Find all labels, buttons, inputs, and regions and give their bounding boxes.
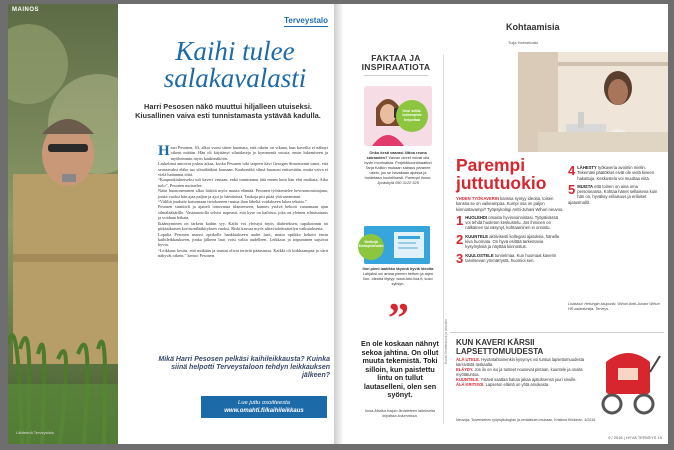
- body-paragraph: Laskelmat antoivat joskus aikaa, koska Pesonen toki tarpeen kävi Georgen Simonsenin sanoi, että seuraavaksi eläke tuo silmälääkäri kausaan. Kaukonäkö silmä huononi entisestään, mutta vaiva ei vielä haitannut töitä.: [158, 161, 328, 178]
- article-title: [456, 156, 556, 192]
- tip-text: työkaveria avoimin mielin. Tekemäsi päätökset eivät ole vielä kiveen hakattuja. Keskustelu voi muuttaa niitä.: [577, 165, 655, 181]
- pull-quote: En ole koskaan nähnyt sekoa jahtina. On ollut muuta tekemistä. Toki silloin, kun paistettu lintu on tullut lautaselleni, olen sen syönyt.: [361, 339, 439, 399]
- divider: [364, 75, 428, 76]
- right-page: [342, 4, 668, 444]
- tip-text: aktiivisesti kollegasi ajatuksia, hänelle kiva huomata. On hyvä esittää tarkentavia kysymyksiä ja näyttää kiinnostus.: [465, 233, 560, 250]
- cta-link-box[interactable]: [201, 396, 327, 418]
- article-headline: [140, 38, 330, 92]
- body-paragraph: arri Pesonen, 63, alkoi vuosi sitten huomata, että oikein on vikana, kun kaveilta ei nähnyt oikein mitään. Hän oli käyttänyt silmälaseja jo kymmeniä vuosia, ensin lukemiseen ja myöhemmin myös kaukonäköön.: [170, 145, 328, 161]
- fakta-item-1-heading: Onko kesä vaarasi liittoa reuna sairauden?: [366, 150, 427, 160]
- fakta-item-2: [362, 266, 434, 286]
- cta-url[interactable]: www.omahti.fi/kaihileikkaus: [224, 408, 304, 414]
- advice-text: Jos ilo on iso ja tunteet nousevat pintaan, kuuntele ja osoita myötätuntoa.: [456, 367, 583, 378]
- tip-item: [568, 184, 664, 205]
- fakta-title-1: FAKTAA JA: [371, 53, 421, 63]
- body-paragraph: Näön huononeminen alkoi häiritä myös muuta elämää. Pesonen työskentelee hevosenomistajana, jonka vuoksi hän ajaa paljon ja ajoi jo hämärässä. Taukoja piti pitää yhä useammin.: [158, 188, 328, 199]
- article-note: Lisäsivut: Helsingin kaupunki, Wihuri Antti-Juhani Wihuri HR-asiantuntija, Terveys.: [568, 302, 660, 311]
- box-source: Neuvoja: Toivemiehen työpsykologian ja vertaistuen mukaan, Kristiina Kiiskinen, 4/2016: [456, 418, 596, 422]
- tip-number: 1: [456, 214, 464, 228]
- byline: Tuija Halmekoski: [508, 40, 539, 45]
- advice-text: Lapseton elämä on yhtä arvokasta.: [485, 382, 550, 388]
- fakta-item-1: [362, 150, 434, 185]
- fakta-title-2: INSPIRAATIOTA: [361, 62, 431, 72]
- body-paragraph: “Kaupunkialueiseksi tuli kaveri vastaan, enkä tunnistanut tätä ennen kuin hän ehti moikata. Aika nolo”, Pesonen muistelee.: [158, 177, 328, 188]
- office-photo: [518, 52, 668, 152]
- tip-number: 5: [568, 183, 576, 197]
- advice-heading: KUUNTELE.: [456, 377, 480, 383]
- page-gutter: [334, 4, 342, 444]
- title-line-2: juttutuokio: [456, 173, 547, 193]
- tip-item: [456, 234, 564, 250]
- body-paragraph: Pesonen sinnitteli ja ajatteli tottuvansa tilanteeseen, kunnes ystävä kehotti varaamaan ajan silmälääkärille. Vastaanotolla selvisi nopeasti, että kyse on kaihista, joka on yleinen silmäsairaus ja voidaan leikata.: [158, 204, 328, 221]
- body-paragraph: “Väliltä joudutte katsomaan tietokoneen ruutua ihan läheltä voidakseen lukea tekstin.”: [158, 199, 307, 205]
- advice-item: [456, 367, 588, 377]
- advice-item: [456, 382, 588, 387]
- body-paragraph: Ikääntyminen on tärkein kaihin syy. Kaihi voi yleistyä myös diabeteksen, tupakoinnin tai pitkäaikaisen kortisonilääkityksen vuoksi. Riski kasvaa myös ultraviolettisäteilyn vaikutuksesta.: [158, 220, 328, 232]
- advice-heading: ÄLÄ KRITISOI.: [456, 382, 485, 388]
- fakta-item-1-link[interactable]: Parempi ihoon, Jyväskylä 050 3122 525: [377, 175, 432, 185]
- tip-heading: KUUNTELE: [465, 233, 489, 239]
- headline-line-1: Kaihi tulee: [175, 36, 295, 66]
- fakta-item-2-heading: Ilon pieni laatikko täynnä hyviä ideoita: [362, 266, 434, 271]
- advice-text: Ystävä saattaa haluta jakaa ajatuksensa juuri sinulle.: [480, 377, 577, 383]
- man-fishing-photo: [8, 4, 118, 444]
- cta-box-label: Lue juttu osoitteesta: [238, 400, 290, 406]
- body-paragraph: “Leikkaus kestin, että mitkään ja taustat olivat terävät pääasiassa. Kaikki oli kirkkaampaa ja värit näkyvät oikein.” kertoo Pesonen.: [158, 247, 328, 259]
- toy-stroller-illustration: [592, 342, 664, 418]
- tip-number: 3: [456, 252, 464, 264]
- section-label: MAINOS: [12, 7, 39, 13]
- tip-item: [568, 165, 664, 181]
- lead-kicker: YHDEN TYÖKAVERIN: [456, 196, 499, 201]
- tip-number: 4: [568, 165, 576, 178]
- advice-text: Hyväntahtoinenkin kysymys voi tuntua lapsettomuudesta kärsivästä raskaalta.: [456, 357, 585, 368]
- quote-mark-icon: ”: [388, 296, 409, 342]
- advice-item: [456, 357, 588, 367]
- fakta-item-2-text: Lahjaksi voi antaa pienen hetken ja arjen ilon. Ideoita löytyy: www.arki-iloa.fi, koko syksyn.: [362, 271, 434, 286]
- brand-logo: Terveystalo: [284, 16, 328, 25]
- tip-heading: MUISTA: [577, 183, 593, 189]
- cta-question: Mikä Harri Pesosen pelkäsi kaihileikkausta? Kuinka siinä helpotti Terveystaloon tehdyn leikkauksen jälkeen?: [158, 356, 330, 379]
- page-footer: 9 / 2016 | HYVÄ TERVEYS 19: [608, 435, 662, 440]
- tip-item: [456, 215, 564, 231]
- title-line-1: Parempi: [456, 155, 526, 175]
- advice-heading: ÄLÄ UTELE.: [456, 357, 481, 362]
- article-column-2: [568, 162, 664, 205]
- article-column-1: [456, 196, 564, 264]
- left-page: [8, 4, 334, 444]
- drop-cap: H: [158, 143, 170, 159]
- tip-text: että toinen on aina oma persoonansa. Kohtaa hänet sellaisena kuin hän on, hyväksy erilaisuus ja erilaiset ajatusmallit.: [568, 183, 658, 205]
- photo-credit: Kuvat Shutterstock ja stroudio: [444, 318, 448, 364]
- advice-list: [456, 357, 588, 388]
- article-intro: Harri Pesosen näkö muuttui hiljalleen utuiseksi. Kiusallinen vaiva esti tunnistamasta ystävää kadulla.: [135, 102, 321, 120]
- section-title: Kohtaamisia: [506, 22, 560, 32]
- fakta-header: [360, 54, 432, 79]
- tip-text: omasta hyvinvoinnistasi. Työpäivässä voi tehdä huoleton keskustelu. Jos ihminen on nälkäinen tai väsynyt, kohtaaminen ei onnistu.: [465, 214, 559, 231]
- quote-source: Ilona-Marika Kalpio Ilmatieteen laitokselta kirjoittaa kolumnissa.: [364, 409, 436, 418]
- green-badge-2: Vinkkejä ihmisyhteisöön: [358, 234, 384, 260]
- section-divider: [450, 332, 664, 333]
- box-title-line-1: KUN KAVERI KÄRSII: [456, 338, 535, 347]
- tip-heading: KUULOSTELE: [465, 252, 494, 258]
- article-body: [158, 145, 328, 259]
- tip-heading: LÄHESTY: [577, 165, 597, 170]
- tip-heading: HUOLEHDI: [465, 214, 488, 220]
- advice-heading: ELÄYDY.: [456, 367, 474, 373]
- tip-item: [456, 253, 564, 264]
- fakta-item-1-text: Vaivan oireet voivat olla hyvin moninaisia. Projektikoordinaattori Tarja Kallion mukaan sairaus paranee usein, jos se havaitaan ajoissa ja hoidetaan huolellisesti.: [364, 155, 432, 180]
- body-paragraph: Lopulta Pesonen marssi optikolle hankkiakseen uudet lasit, mutta optikko kehotti ensin kaihileikkaukseen, jonka jälkeen lasit voisi valita uudelleen. Leikkaus ja toipuminen sujuivat hyvin.: [158, 231, 328, 248]
- column-divider: [443, 54, 444, 424]
- box-title-line-2: LAPSETTOMUUDESTA: [456, 347, 544, 356]
- green-badge: Uusi selkä-toimenpide helpottaa: [396, 100, 428, 132]
- tip-number: 2: [456, 233, 464, 247]
- lead-text: kanssa syntyy ideoita, toisen kanssa se on vaikeampaa. Kumpi osa on paljon kiinnostavampi? Työpsykologi Antti-Juhani Wihuri neuvoo.: [456, 196, 564, 212]
- photo-caption: Lähteenä Terveystalo: [16, 430, 54, 435]
- headline-line-2: salakavalasti: [163, 63, 307, 93]
- tip-text: tunnelmaa. Kun huomaat kaverin tarvitsevan ymmärrystä, huomioi sen.: [465, 252, 557, 263]
